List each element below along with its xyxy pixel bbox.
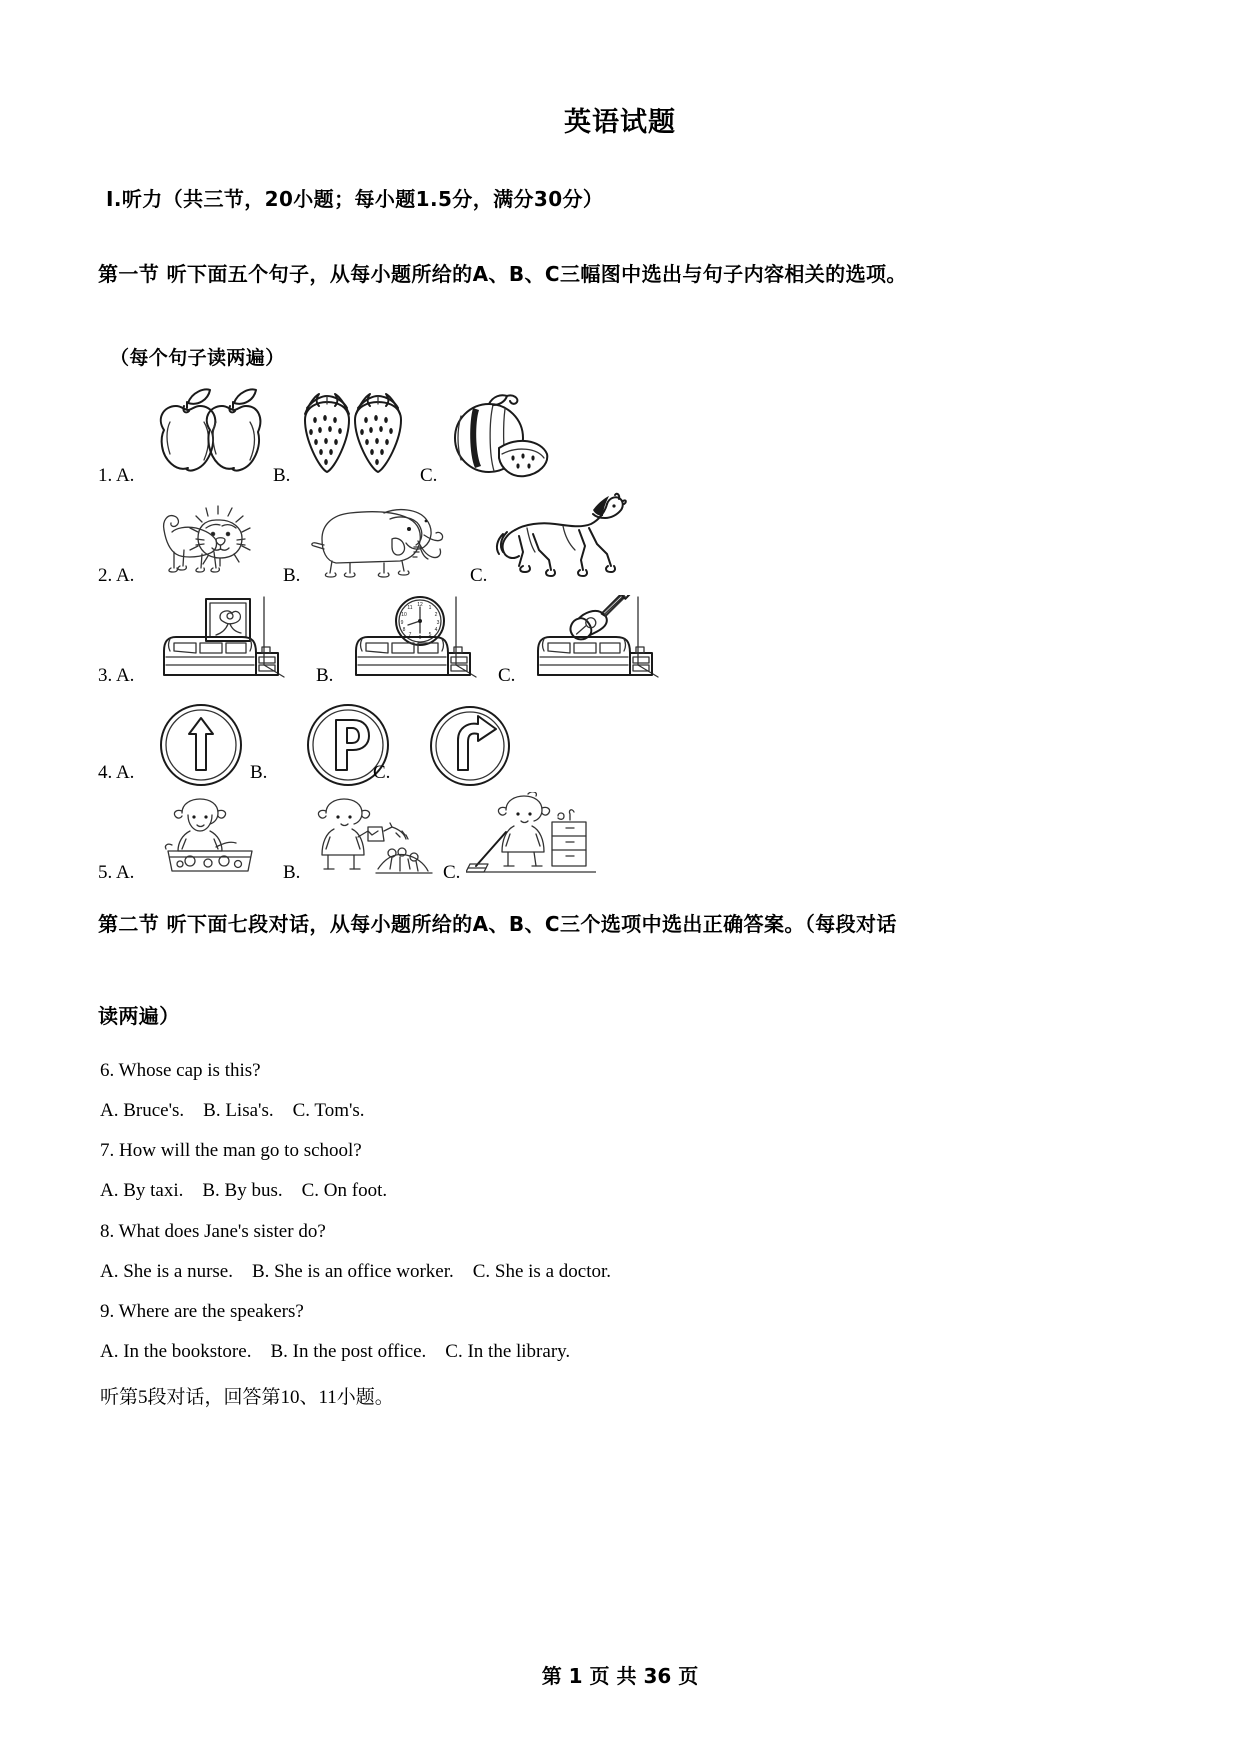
q5-option-b-label: B. [283, 862, 301, 883]
svg-text:12: 12 [417, 602, 423, 608]
q1-option-c-label: C. [420, 465, 438, 486]
question-9-options: A. In the bookstore. B. In the post office. C. In the library. [100, 1341, 571, 1362]
q2-option-a-label: 2. A. [98, 565, 135, 586]
q2-option-b-label: B. [283, 565, 301, 586]
q3-option-a-label: 3. A. [98, 665, 135, 686]
svg-text:10: 10 [401, 612, 407, 618]
sofa-with-picture-icon [146, 595, 286, 681]
turn-right-sign-icon [426, 702, 514, 790]
heading-part-two-line1: 第二节 听下面七段对话，从每小题所给的A、B、C三个选项中选出正确答案。（每段对话 [98, 912, 897, 936]
q3-option-c-label: C. [498, 665, 516, 686]
svg-text:8: 8 [402, 627, 406, 633]
q1-option-b-label: B. [273, 465, 291, 486]
svg-text:11: 11 [407, 605, 413, 611]
svg-text:1: 1 [428, 605, 432, 611]
heading-part-two-line2: 读两遍） [98, 1004, 180, 1028]
heading-listening: Ⅰ.听力（共三节，20小题；每小题1.5分，满分30分） [106, 187, 604, 211]
watermelon-icon [443, 392, 553, 480]
q4-option-b-label: B. [250, 762, 268, 783]
q5-option-c-label: C. [443, 862, 461, 883]
question-6-options: A. Bruce's. B. Lisa's. C. Tom's. [100, 1100, 365, 1121]
go-straight-sign-icon [156, 700, 246, 790]
question-8-stem: 8. What does Jane's sister do? [100, 1221, 326, 1242]
q4-option-c-label: C. [373, 762, 391, 783]
sofa-with-clock-icon [338, 595, 478, 681]
q1-option-a-label: 1. A. [98, 465, 135, 486]
heading-part-one-note: （每个句子读两遍） [110, 347, 285, 369]
svg-text:5: 5 [428, 632, 432, 638]
q2-option-c-label: C. [470, 565, 488, 586]
page-title: 英语试题 [564, 107, 676, 138]
girl-watering-flowers-icon [306, 797, 436, 877]
question-7-options: A. By taxi. B. By bus. C. On foot. [100, 1180, 388, 1201]
two-apples-icon [146, 384, 266, 480]
elephant-icon [306, 495, 446, 579]
dialogue-5-note: 听第5段对话，回答第10、11小题。 [100, 1387, 394, 1408]
girl-sweeping-floor-icon [466, 792, 596, 876]
lion-icon [146, 492, 276, 574]
page-footer: 第 1 页 共 36 页 [541, 1664, 699, 1688]
girl-washing-dishes-icon [156, 795, 266, 875]
svg-text:6: 6 [418, 635, 422, 641]
two-strawberries-icon [293, 384, 421, 480]
question-7-stem: 7. How will the man go to school? [100, 1140, 362, 1161]
svg-text:9: 9 [400, 620, 404, 626]
svg-text:3: 3 [436, 620, 440, 626]
question-8-options: A. She is a nurse. B. She is an office worker. C. She is a doctor. [100, 1261, 611, 1282]
svg-text:7: 7 [408, 632, 412, 638]
horse-icon [493, 490, 633, 578]
heading-part-one: 第一节 听下面五个句子，从每小题所给的A、B、C三幅图中选出与句子内容相关的选项。 [98, 262, 907, 286]
question-6-stem: 6. Whose cap is this? [100, 1060, 261, 1081]
svg-text:4: 4 [434, 627, 438, 633]
svg-text:2: 2 [434, 612, 438, 618]
question-9-stem: 9. Where are the speakers? [100, 1301, 304, 1322]
sofa-with-guitar-icon [520, 595, 660, 681]
q4-option-a-label: 4. A. [98, 762, 135, 783]
q5-option-a-label: 5. A. [98, 862, 135, 883]
q3-option-b-label: B. [316, 665, 334, 686]
